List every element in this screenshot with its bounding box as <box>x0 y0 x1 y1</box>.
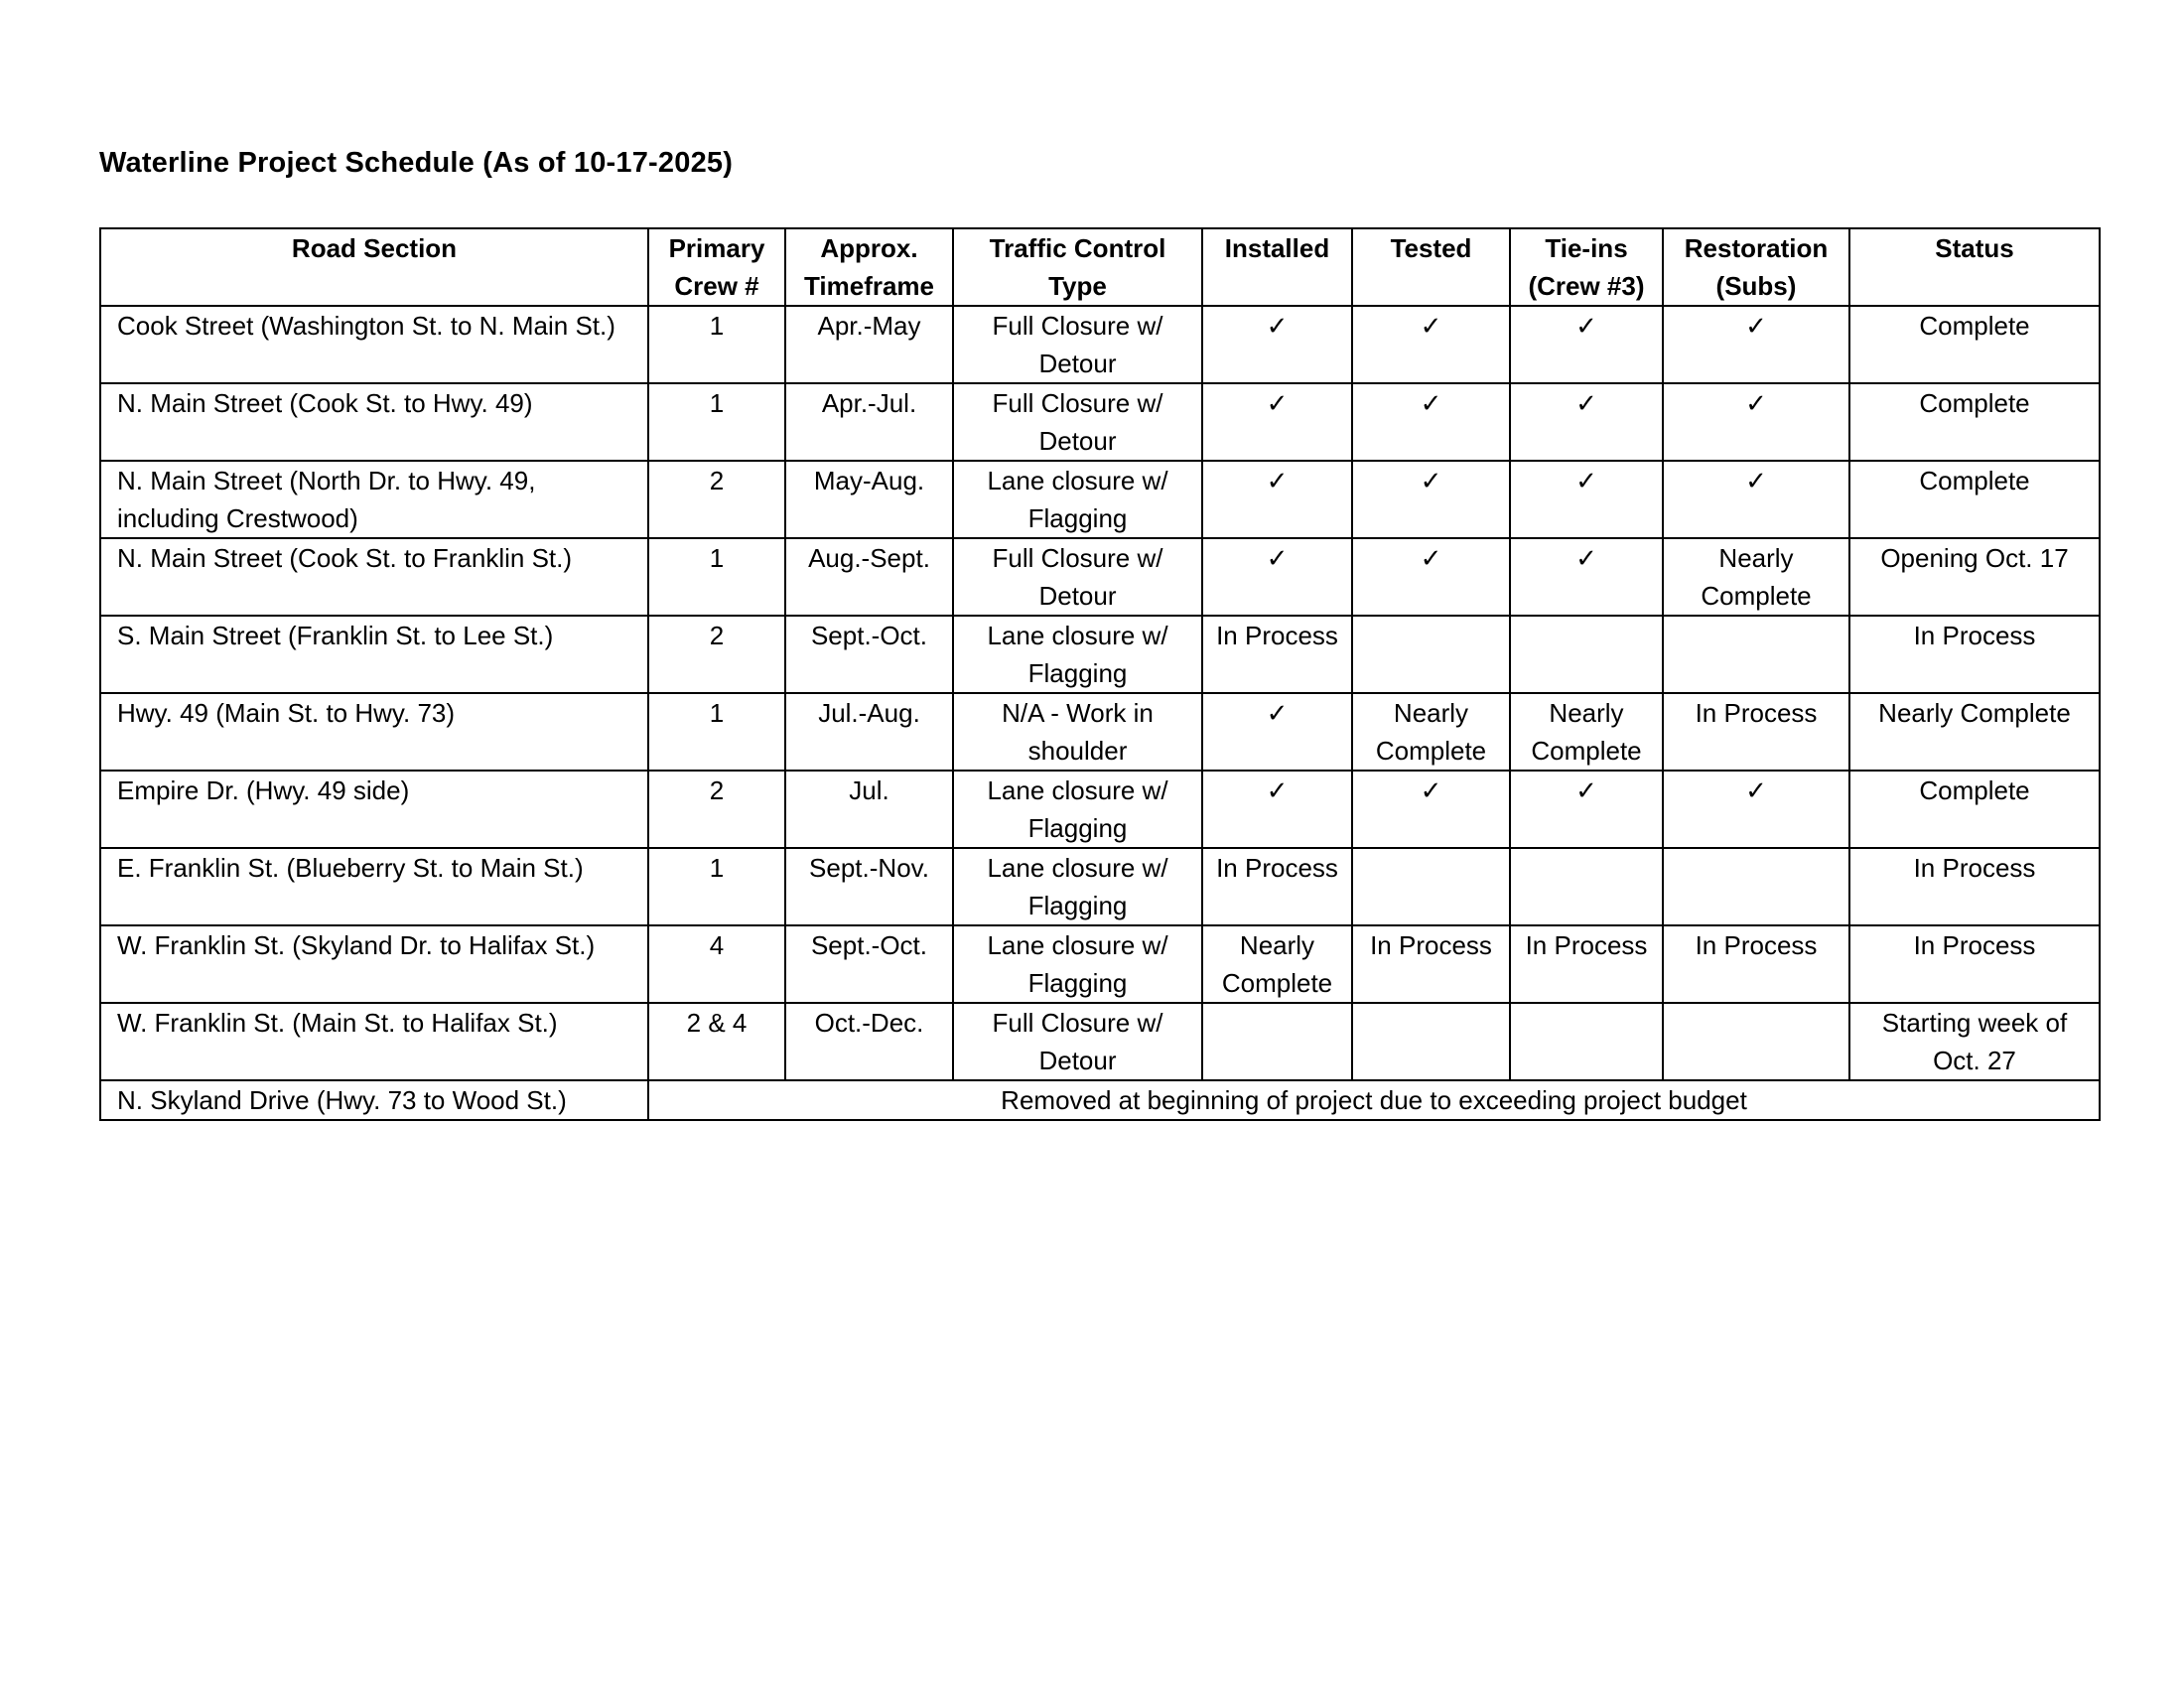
header-row <box>100 228 2100 306</box>
tieins-cell: In Process <box>1510 925 1663 1003</box>
timeframe-cell: Sept.-Oct. <box>785 925 953 1003</box>
timeframe-cell: May-Aug. <box>785 461 953 538</box>
timeframe-cell: Apr.-May <box>785 306 953 383</box>
traffic-control-cell: Lane closure w/ Flagging <box>953 771 1202 848</box>
traffic-control-cell: Full Closure w/ Detour <box>953 383 1202 461</box>
crew-cell: 2 <box>648 461 785 538</box>
timeframe-cell: Aug.-Sept. <box>785 538 953 616</box>
table-row <box>100 616 2100 693</box>
tieins-cell: ✓ <box>1510 306 1663 383</box>
installed-cell: ✓ <box>1202 306 1352 383</box>
table-row <box>100 306 2100 383</box>
road-section-cell: Hwy. 49 (Main St. to Hwy. 73) <box>100 693 648 771</box>
road-section-cell: N. Main Street (Cook St. to Hwy. 49) <box>100 383 648 461</box>
tieins-cell <box>1510 1003 1663 1080</box>
table-row-removed <box>100 1080 2100 1120</box>
tieins-cell: ✓ <box>1510 461 1663 538</box>
installed-cell: In Process <box>1202 616 1352 693</box>
table-row <box>100 461 2100 538</box>
restoration-cell: ✓ <box>1663 771 1849 848</box>
road-section-cell: N. Skyland Drive (Hwy. 73 to Wood St.) <box>100 1080 648 1120</box>
road-section-cell: N. Main Street (Cook St. to Franklin St.) <box>100 538 648 616</box>
restoration-cell <box>1663 848 1849 925</box>
timeframe-cell: Jul. <box>785 771 953 848</box>
installed-cell: Nearly Complete <box>1202 925 1352 1003</box>
tieins-cell: ✓ <box>1510 538 1663 616</box>
restoration-cell: In Process <box>1663 693 1849 771</box>
road-section-cell: S. Main Street (Franklin St. to Lee St.) <box>100 616 648 693</box>
restoration-cell: In Process <box>1663 925 1849 1003</box>
table-row <box>100 693 2100 771</box>
installed-cell: ✓ <box>1202 771 1352 848</box>
crew-cell: 1 <box>648 306 785 383</box>
traffic-control-cell: Full Closure w/ Detour <box>953 1003 1202 1080</box>
status-cell: Complete <box>1849 306 2100 383</box>
status-cell: In Process <box>1849 616 2100 693</box>
page-title: Waterline Project Schedule (As of 10-17-2025) <box>99 147 734 179</box>
header-traffic-control: Traffic Control Type <box>953 228 1202 306</box>
restoration-cell <box>1663 616 1849 693</box>
restoration-cell: ✓ <box>1663 383 1849 461</box>
status-cell: Complete <box>1849 771 2100 848</box>
header-timeframe: Approx. Timeframe <box>785 228 953 306</box>
table-row <box>100 1003 2100 1080</box>
status-cell: Complete <box>1849 461 2100 538</box>
traffic-control-cell: Lane closure w/ Flagging <box>953 461 1202 538</box>
status-cell: In Process <box>1849 848 2100 925</box>
tieins-cell: Nearly Complete <box>1510 693 1663 771</box>
crew-cell: 4 <box>648 925 785 1003</box>
tested-cell: ✓ <box>1352 771 1510 848</box>
crew-cell: 2 & 4 <box>648 1003 785 1080</box>
tieins-cell <box>1510 616 1663 693</box>
tested-cell <box>1352 1003 1510 1080</box>
installed-cell <box>1202 1003 1352 1080</box>
tested-cell <box>1352 616 1510 693</box>
tieins-cell: ✓ <box>1510 771 1663 848</box>
installed-cell: ✓ <box>1202 693 1352 771</box>
table-row <box>100 538 2100 616</box>
tested-cell: ✓ <box>1352 306 1510 383</box>
road-section-cell: N. Main Street (North Dr. to Hwy. 49, including Crestwood) <box>100 461 648 538</box>
table-row <box>100 925 2100 1003</box>
installed-cell: ✓ <box>1202 538 1352 616</box>
timeframe-cell: Sept.-Oct. <box>785 616 953 693</box>
tested-cell: Nearly Complete <box>1352 693 1510 771</box>
installed-cell: In Process <box>1202 848 1352 925</box>
crew-cell: 2 <box>648 616 785 693</box>
road-section-cell: W. Franklin St. (Main St. to Halifax St.) <box>100 1003 648 1080</box>
status-cell: In Process <box>1849 925 2100 1003</box>
traffic-control-cell: Lane closure w/ Flagging <box>953 925 1202 1003</box>
status-cell: Nearly Complete <box>1849 693 2100 771</box>
restoration-cell: ✓ <box>1663 461 1849 538</box>
status-cell: Opening Oct. 17 <box>1849 538 2100 616</box>
header-status: Status <box>1849 228 2100 306</box>
header-restoration: Restoration (Subs) <box>1663 228 1849 306</box>
table-row <box>100 383 2100 461</box>
restoration-cell: ✓ <box>1663 306 1849 383</box>
installed-cell: ✓ <box>1202 461 1352 538</box>
status-cell: Complete <box>1849 383 2100 461</box>
road-section-cell: Empire Dr. (Hwy. 49 side) <box>100 771 648 848</box>
traffic-control-cell: Full Closure w/ Detour <box>953 306 1202 383</box>
restoration-cell: Nearly Complete <box>1663 538 1849 616</box>
tieins-cell: ✓ <box>1510 383 1663 461</box>
crew-cell: 1 <box>648 538 785 616</box>
tieins-cell <box>1510 848 1663 925</box>
table-row <box>100 771 2100 848</box>
traffic-control-cell: Full Closure w/ Detour <box>953 538 1202 616</box>
timeframe-cell: Sept.-Nov. <box>785 848 953 925</box>
header-installed: Installed <box>1202 228 1352 306</box>
tested-cell: ✓ <box>1352 383 1510 461</box>
timeframe-cell: Oct.-Dec. <box>785 1003 953 1080</box>
header-tieins: Tie-ins (Crew #3) <box>1510 228 1663 306</box>
road-section-cell: Cook Street (Washington St. to N. Main St.) <box>100 306 648 383</box>
restoration-cell <box>1663 1003 1849 1080</box>
status-cell: Starting week of Oct. 27 <box>1849 1003 2100 1080</box>
header-road-section: Road Section <box>100 228 648 306</box>
header-tested: Tested <box>1352 228 1510 306</box>
crew-cell: 1 <box>648 383 785 461</box>
traffic-control-cell: Lane closure w/ Flagging <box>953 848 1202 925</box>
road-section-cell: W. Franklin St. (Skyland Dr. to Halifax St.) <box>100 925 648 1003</box>
traffic-control-cell: Lane closure w/ Flagging <box>953 616 1202 693</box>
tested-cell: ✓ <box>1352 538 1510 616</box>
road-section-cell: E. Franklin St. (Blueberry St. to Main St.) <box>100 848 648 925</box>
schedule-table <box>99 227 2101 1121</box>
tested-cell <box>1352 848 1510 925</box>
tested-cell: ✓ <box>1352 461 1510 538</box>
crew-cell: 1 <box>648 693 785 771</box>
traffic-control-cell: N/A - Work in shoulder <box>953 693 1202 771</box>
removed-note-cell: Removed at beginning of project due to exceeding project budget <box>648 1080 2100 1120</box>
installed-cell: ✓ <box>1202 383 1352 461</box>
crew-cell: 1 <box>648 848 785 925</box>
header-primary-crew: Primary Crew # <box>648 228 785 306</box>
timeframe-cell: Apr.-Jul. <box>785 383 953 461</box>
table-row <box>100 848 2100 925</box>
crew-cell: 2 <box>648 771 785 848</box>
timeframe-cell: Jul.-Aug. <box>785 693 953 771</box>
tested-cell: In Process <box>1352 925 1510 1003</box>
